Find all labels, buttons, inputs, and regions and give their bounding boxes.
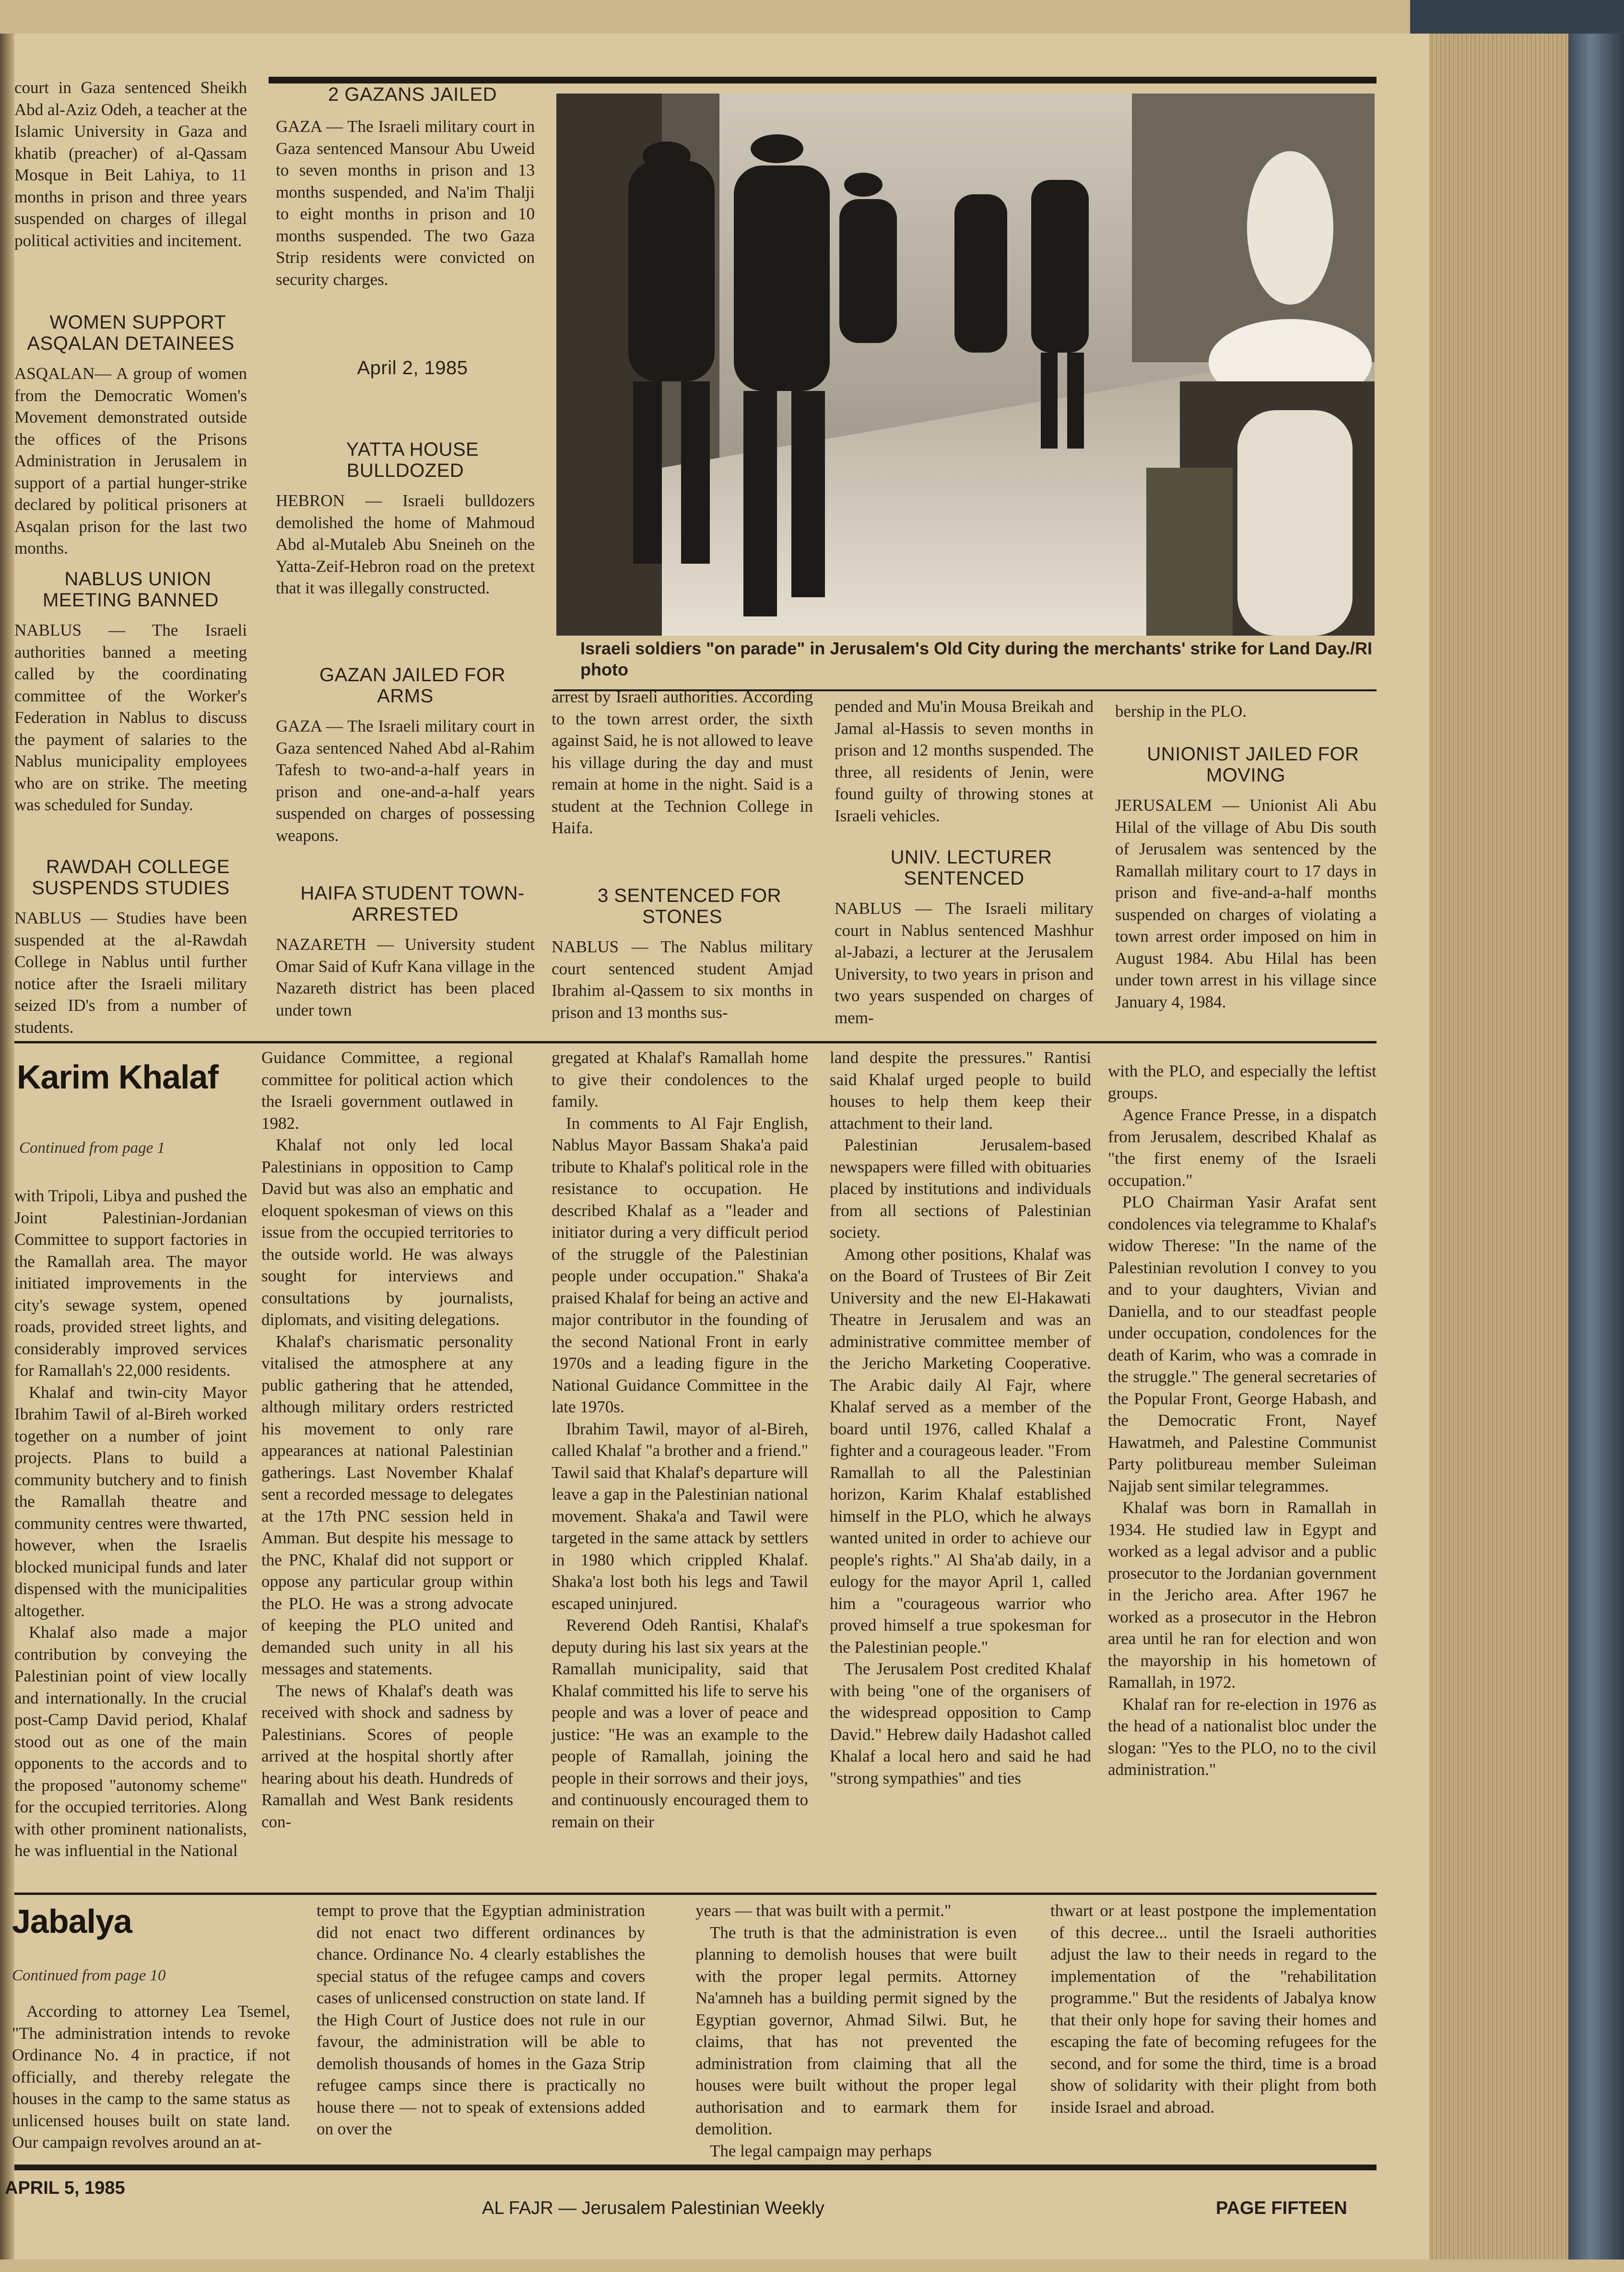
haifa-headline: HAIFA STUDENT TOWN-ARRESTED	[300, 883, 525, 925]
col1-top-article	[14, 77, 247, 251]
nablus-union-body: NABLUS — The Israeli authorities banned a meeting called by the coordinating committee of the Worker's Federation in Nablus to discuss the payment of salaries to the Nablus municipality employees who are on strike. The meeting was scheduled for Sunday.	[14, 621, 247, 814]
jabalya-c3-p2: The truth is that the administration is even planning to demolish houses that were built with the proper legal permits. Attorney Na'amneh has a building permit signed by the Egyptian governor, Ahmad Silwi. But, he claims, that has not prevented the administration from claiming that all the houses were built without the proper legal authorisation and to earmark them for demolition.	[695, 1923, 1017, 2138]
khalaf-c5-p2: Agence France Presse, in a dispatch from Jerusalem, described Khalaf as "the first enemy of the Israeli occupation."	[1108, 1105, 1377, 1190]
dateline: April 2, 1985	[357, 357, 468, 379]
lecturer-cont-text: bership in the PLO.	[1115, 702, 1247, 721]
nablus-union-article	[14, 568, 247, 816]
lecturer-headline: UNIV. LECTURER SENTENCED	[890, 847, 1052, 889]
gazans-body: GAZA — The Israeli military court in Gaza sentenced Mansour Abu Uweid to seven months in prison and 13 months suspended, and Na'im Thalji to eight months in prison and 10 months suspended. The two Gaza Strip residents were convicted on security charges.	[276, 117, 535, 289]
jabalya-c3-p1: years — that was built with a permit."	[695, 1901, 952, 1920]
photo-image	[556, 94, 1375, 636]
haifa-article	[276, 883, 535, 1021]
mid-rule-2	[14, 1893, 1377, 1895]
three-continued	[835, 696, 1094, 827]
jabalya-c3-p3: The legal campaign may perhaps	[710, 2141, 932, 2160]
jabalya-c2-p1: tempt to prove that the Egyptian administration did not enact two different ordinances by chance. Ordinance No. 4 clearly establishes the special status of the refugee camps and covers cases of unlicensed construction on state land. If the High Court of Justice does not rule in our favour, the administration will be able to demolish thousands of homes in the Gaza Strip refugee camps since there is practically no house there — not to speak of extensions added on over the	[317, 1901, 645, 2138]
nablus-union-headline: NABLUS UNION MEETING BANNED	[42, 568, 219, 611]
lecturer-continued	[1115, 700, 1377, 722]
khalaf-c4-p2: Palestinian Jerusalem-based newspapers were filled with obituaries placed by institutions and individuals from all sections of Palestinian society.	[830, 1136, 1091, 1242]
jabalya-col2	[317, 1900, 645, 2140]
gazan-arms-headline: GAZAN JAILED FOR ARMS	[319, 664, 506, 707]
footer-page-number: PAGE FIFTEEN	[1216, 2198, 1347, 2218]
footer-date: APRIL 5, 1985	[5, 2178, 125, 2198]
women-body: ASQALAN— A group of women from the Democratic Women's Movement demonstrated outside the offices of the Prisons Administration in Jerusalem in support of a partial hunger-strike declared by political prisoners at Asqalan prison for the last two months.	[14, 364, 247, 557]
soldiers-photo	[556, 94, 1375, 636]
footer-masthead: AL FAJR — Jerusalem Palestinian Weekly	[482, 2198, 824, 2218]
three-article	[552, 885, 813, 1023]
khalaf-continued: Continued from page 1	[19, 1139, 165, 1157]
three-headline: 3 SENTENCED FOR STONES	[597, 885, 782, 927]
gazans-article	[276, 84, 535, 290]
khalaf-col1	[14, 1185, 247, 1862]
khalaf-c4-p1: land despite the pressures." Rantisi said Khalaf urged people to build houses to help them keep their attachment to their land.	[830, 1048, 1091, 1133]
haifa-continued	[552, 686, 813, 839]
rawdah-body: NABLUS — Studies have been suspended at the al-Rawdah College in Nablus until further notice after the Israeli military seized ID's from a number of students.	[14, 909, 247, 1037]
rawdah-headline: RAWDAH COLLEGE SUSPENDS STUDIES	[32, 856, 230, 899]
bottom-rule	[14, 2165, 1377, 2170]
women-headline: WOMEN SUPPORT ASQALAN DETAINEES	[27, 312, 235, 354]
khalaf-c4-p4: The Jerusalem Post credited Khalaf with being "one of the organisers of the widespread opposition to Camp David." Hebrew daily Hadashot called Khalaf a local hero and said he had "strong sympathies" and ties	[830, 1659, 1091, 1787]
women-article	[14, 312, 247, 559]
three-cont-text: pended and Mu'in Mousa Breikah and Jamal al-Hassis to seven months in prison and 12 months suspended. The three, all residents of Jenin, were found guilty of throwing stones at Israeli vehicles.	[835, 697, 1094, 825]
khalaf-c1-p3: Khalaf also made a major contribution by conveying the Palestinian point of view locally and internationally. In the crucial post-Camp David period, Khalaf stood out as one of the main opponents to the accords and to the proposed "autonomy scheme" for the occupied territories. Along with other prominent nationalists, he was influential in the National	[14, 1623, 247, 1860]
khalaf-col3	[552, 1047, 808, 1833]
khalaf-col2	[261, 1047, 513, 1833]
yatta-body: HEBRON — Israeli bulldozers demolished the home of Mahmoud Abd al-Mutaleb Abu Sneineh on the Yatta-Zeif-Hebron road on the pretext that it was illegally constructed.	[276, 491, 535, 597]
gazan-arms-article	[276, 664, 535, 846]
rawdah-article	[14, 856, 247, 1038]
yatta-headline: YATTA HOUSE BULLDOZED	[346, 439, 479, 481]
khalaf-c2-p1: Guidance Committee, a regional committee for political action which the Israeli government outlawed in 1982.	[261, 1048, 513, 1133]
three-body: NABLUS — The Nablus military court sentenced student Amjad Ibrahim al-Qassem to six months in prison and 13 months sus-	[552, 937, 813, 1022]
unionist-headline: UNIONIST JAILED FOR MOVING	[1147, 744, 1359, 786]
khalaf-c5-p5: Khalaf ran for re-election in 1976 as the head of a nationalist bloc under the slogan: "Yes to the PLO, no to the civil administration."	[1108, 1694, 1377, 1779]
khalaf-headline: Karim Khalaf	[17, 1058, 218, 1096]
book-page-edges	[1429, 34, 1568, 2260]
jabalya-c1-p1: According to attorney Lea Tsemel, "The administration intends to revoke Ordinance No. 4 in practice, if not officially, and thereby relegate the houses in the camp to the same status as unlicensed houses built on state land. Our campaign revolves around an at-	[12, 2002, 290, 2152]
jabalya-col4	[1050, 1900, 1377, 2118]
khalaf-c1-p1: with Tripoli, Libya and pushed the Joint Palestinian-Jordanian Committee to support factories in the Ramallah area. The mayor initiated improvements in the city's sewage system, opened roads, provided street lights, and considerably improved services for Ramallah's 22,000 residents.	[14, 1186, 247, 1380]
haifa-body: NAZARETH — University student Omar Said of Kufr Kana village in the Nazareth district has been placed under town	[276, 935, 535, 1019]
jabalya-col1	[12, 2000, 290, 2154]
khalaf-c2-p3: Khalaf's charismatic personality vitalised the atmosphere at any public gathering that he attended, although military orders restricted his movement to only rare appearances at national Palestinian gatherings. Last November Khalaf sent a recorded message to delegates at the 17th PNC session held in Amman. But despite his message to the PNC, Khalaf did not support or oppose any particular group within the PLO. He was a strong advocate of keeping the PLO united and demanded such unity in all his messages and statements.	[261, 1332, 513, 1678]
book-binding	[1568, 34, 1624, 2260]
khalaf-c1-p2: Khalaf and twin-city Mayor Ibrahim Tawil of al-Bireh worked together on a number of joint projects. Plans to build a community butchery and to finish the Ramallah theatre and community centres were thwarted, however, when the Israelis blocked municipal funds and later dispensed with the municipalities altogether.	[14, 1383, 247, 1620]
jabalya-continued: Continued from page 10	[12, 1967, 166, 1984]
unionist-article	[1115, 744, 1377, 1013]
khalaf-c3-p2: In comments to Al Fajr English, Nablus Mayor Bassam Shaka'a paid tribute to Khalaf's political role in the resistance to occupation. He described Khalaf as a "leader and initiator during a very difficult period of the struggle of the Palestinian people under occupation." Shaka'a praised Khalaf for being an active and major contributor in the founding of the second National Front in early 1970s and a leading figure in the National Guidance Committee in the late 1970s.	[552, 1113, 808, 1416]
khalaf-c2-p2: Khalaf not only led local Palestinians in opposition to Camp David but was also an emphatic and eloquent spokesman of views on this issue from the occupied territories to the outside world. He was always sought for interviews and consultations by journalists, diplomats, and visiting delegations.	[261, 1136, 513, 1329]
khalaf-c5-p4: Khalaf was born in Ramallah in 1934. He studied law in Egypt and worked as a legal advisor and a public prosecutor to the Jordanian government in the Jericho area. After 1967 he worked as a prosecutor in the Hebron area until he ran for election and won the mayorship in his hometown of Ramallah, in 1972.	[1108, 1498, 1377, 1692]
gazan-arms-body: GAZA — The Israeli military court in Gaza sentenced Nahed Abd al-Rahim Tafesh to two-and-a-half years in prison and one-and-a-half years suspended on charges of possessing weapons.	[276, 717, 535, 845]
khalaf-c5-p3: PLO Chairman Yasir Arafat sent condolences via telegramme to Khalaf's widow Therese: "In the name of the Palestinian revolution I convey to you and to your daughters, Vivian and Daniella, and to our steadfast people under occupation, condolences for the death of Karim, who was a comrade in the struggle." The general secretaries of the Popular Front, George Habash, and the Democratic Front, Nayef Hawatmeh, and Palestine Communist Party politbureau member Suleiman Najjab sent similar telegrammes.	[1108, 1193, 1377, 1495]
haifa-cont-text: arrest by Israeli authorities. According to the town arrest order, the sixth against Said, he is not allowed to leave his village during the day and must remain at home in the night. Said is a student at the Technion College in Haifa.	[552, 687, 813, 837]
top-rule	[269, 77, 1377, 83]
jabalya-col3	[695, 1900, 1017, 2162]
gazans-headline: 2 GAZANS JAILED	[328, 84, 497, 105]
khalaf-c3-p3: Ibrahim Tawil, mayor of al-Bireh, called Khalaf "a brother and a friend." Tawil said that Khalaf's departure will leave a gap in the Palestinian national movement. Shaka'a and Tawil were targeted in the same attack by settlers in 1980 which crippled Khalaf. Shaka'a lost both his legs and Tawil escaped uninjured.	[552, 1419, 808, 1613]
unionist-body: JERUSALEM — Unionist Ali Abu Hilal of the village of Abu Dis south of Jerusalem was sentenced by the Ramallah military court to 17 days in prison and five-and-a-half months suspended on charges of violating a town arrest order imposed on him in August 1984. Abu Hilal has been under town arrest in his village since January 4, 1984.	[1115, 796, 1377, 1011]
khalaf-c3-p1: gregated at Khalaf's Ramallah home to give their condolences to the family.	[552, 1048, 808, 1111]
col1-top-text: court in Gaza sentenced Sheikh Abd al-Aziz Odeh, a teacher at the Islamic University in Gaza and khatib (preacher) of al-Qassam Mosque in Beit Lahiya, to 11 months in prison and three years suspended on charges of illegal political activities and incitement.	[14, 78, 247, 250]
jabalya-c4-p1: thwart or at least postpone the implementation of this decree... until the Israeli authorities adjust the law to their needs in regard to the implementation of the "rehabilitation programme." But the residents of Jabalya know that their only hope for saving their homes and escaping the fate of becoming refugees for the second, and for some the third, time is a broad show of solidarity with their plight from both inside Israel and abroad.	[1050, 1901, 1377, 2117]
dateline-block	[276, 357, 535, 379]
lecturer-article	[835, 847, 1094, 1029]
khalaf-col4	[830, 1047, 1091, 1789]
khalaf-c4-p3: Among other positions, Khalaf was on the Board of Trustees of Bir Zeit University and the new El-Hakawati Theatre in Jerusalem and was an administrative committee member of the Jericho Marketing Cooperative. The Arabic daily Al Fajr, where Khalaf served as a member of the board until 1976, called Khalaf a fighter and a courageous leader. "From Ramallah to all the Palestinian horizon, Karim Khalaf established himself in the PLO, which he always wanted united in order to achieve our people's rights." Al Sha'ab daily, in a eulogy for the mayor April 1, called him a "courageous warrior who proved himself a true spokesman for the Palestinian people."	[830, 1244, 1091, 1657]
yatta-article	[276, 439, 535, 599]
jabalya-headline: Jabalya	[12, 1903, 132, 1940]
lecturer-body: NABLUS — The Israeli military court in Nablus sentenced Mashhur al-Jabazi, a lecturer at the Jerusalem University, to two years in prison and two years suspended on charges of mem-	[835, 899, 1094, 1027]
khalaf-col5	[1108, 1060, 1377, 1781]
khalaf-c2-p4: The news of Khalaf's death was received with shock and sadness by Palestinians. Scores of people arrived at the hospital shortly after hearing about his death. Hundreds of Ramallah and West Bank residents con-	[261, 1681, 513, 1831]
photo-caption: Israeli soldiers "on parade" in Jerusalem's Old City during the merchants' strike for Land Day./RI photo	[580, 639, 1373, 679]
khalaf-c3-p4: Reverend Odeh Rantisi, Khalaf's deputy during his last six years at the Ramallah municipality, said that Khalaf committed his life to serve his people and was a lover of peace and justice: "He was an example to the people of Ramallah, joining the people in their sorrows and their joys, and continuously encouraged them to remain on their	[552, 1616, 808, 1831]
mid-rule-1	[14, 1041, 1377, 1043]
khalaf-c5-p1: with the PLO, and especially the leftist groups.	[1108, 1062, 1377, 1102]
